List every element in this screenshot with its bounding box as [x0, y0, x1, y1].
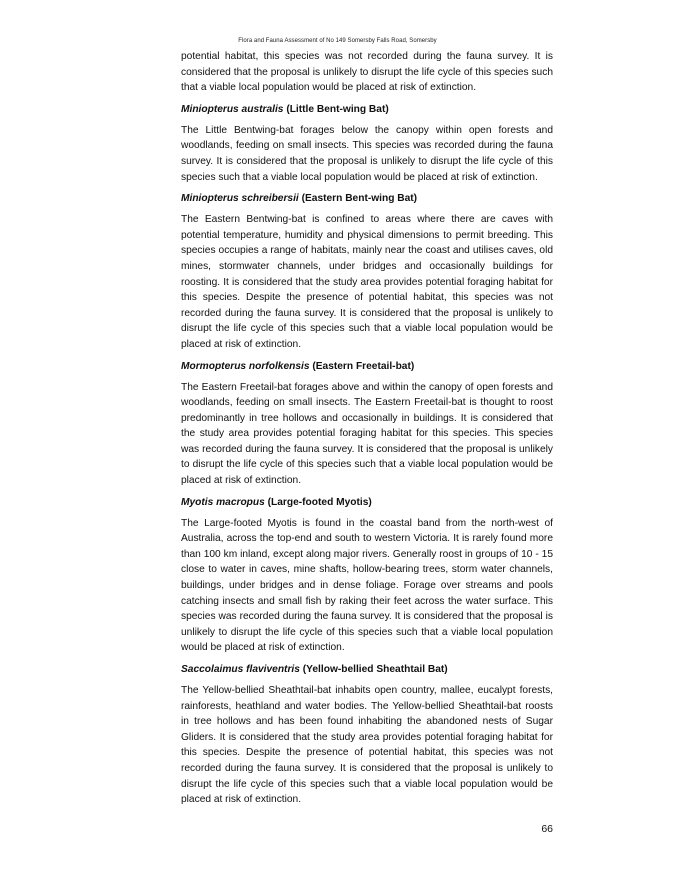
- common-name: (Little Bent-wing Bat): [286, 103, 389, 115]
- species-section: [181, 191, 553, 352]
- species-heading: [181, 495, 553, 510]
- species-description: The Yellow-bellied Sheathtail-bat inhabits open country, mallee, eucalypt forests, rainforests, heathland and water bodies. The Yellow-bellied Sheathtail-bat roosts in tree hollows and has been found inhabiting the abandoned nests of Sugar Gliders. It is considered that the study area provides potential foraging habitat for this species. Despite the presence of potential habitat, this species was not recorded during the fauna survey. It is considered that the proposal is unlikely to disrupt the life cycle of this species such that a viable local population would be placed at risk of extinction.: [181, 685, 553, 806]
- common-name: (Large-footed Myotis): [267, 496, 372, 508]
- species-section: [181, 662, 553, 808]
- body-content: [181, 49, 553, 808]
- species-section: [181, 359, 553, 489]
- common-name: (Yellow-bellied Sheathtail Bat): [302, 664, 448, 675]
- running-header: Flora and Fauna Assessment of No 149 Somersby Falls Road, Somersby: [238, 38, 437, 44]
- species-heading: [181, 662, 553, 677]
- species-description: The Large-footed Myotis is found in the coastal band from the north-west of Australia, across the top-end and south to western Victoria. It is rarely found more than 100 km inland, except along major rivers. Generally roost in groups of 10 - 15 close to water in caves, mine shafts, hollow-bearing trees, storm water channels, buildings, under bridges and in dense foliage. Forage over streams and pools catching insects and small fish by raking their feet across the water surface. This species was recorded during the fauna survey. It is considered that the proposal is unlikely to disrupt the life cycle of this species such that a viable local population would be placed at risk of extinction.: [181, 517, 553, 654]
- species-section: [181, 495, 553, 656]
- page-number: 66: [541, 823, 553, 835]
- scientific-name: Myotis macropus: [181, 496, 265, 508]
- common-name: (Eastern Bent-wing Bat): [301, 193, 418, 205]
- species-description: The Eastern Bentwing-bat is confined to areas where there are caves with potential temperature, humidity and physical dimensions to permit breeding. This species occupies a range of habitats, mainly near the coast and utilises caves, old mines, stormwater channels, under bridges and occasionally buildings for roosting. It is considered that the study area provides potential foraging habitat for this species. Despite the presence of potential habitat, this species was not recorded during the fauna survey. It is considered that the proposal is unlikely to disrupt the life cycle of this species such that a viable local population would be placed at risk of extinction.: [181, 214, 553, 350]
- scientific-name: Saccolaimus flaviventris: [181, 664, 300, 675]
- intro-paragraph: potential habitat, this species was not recorded during the fauna survey. It is considered that the proposal is unlikely to disrupt the life cycle of this species such that a viable local population would be placed at risk of extinction.: [181, 51, 553, 94]
- scientific-name: Miniopterus australis: [181, 103, 284, 115]
- scientific-name: Miniopterus schreibersii: [181, 193, 299, 205]
- species-heading: [181, 191, 553, 206]
- species-section: [181, 102, 553, 185]
- scientific-name: Mormopterus norfolkensis: [181, 360, 310, 372]
- species-heading: [181, 102, 553, 117]
- species-heading: [181, 359, 553, 374]
- species-description: The Little Bentwing-bat forages below the canopy within open forests and woodlands, feeding on small insects. This species was recorded during the fauna survey. It is considered that the proposal is unlikely to disrupt the life cycle of this species such that a viable local population would be placed at risk of extinction.: [181, 124, 553, 183]
- common-name: (Eastern Freetail-bat): [312, 360, 415, 372]
- species-description: The Eastern Freetail-bat forages above and within the canopy of open forests and woodlands, feeding on small insects. The Eastern Freetail-bat is thought to roost predominantly in tree hollows and occasionally in buildings. It is considered that the study area provides potential foraging habitat for this species. This species was recorded during the fauna survey. It is considered that the proposal is unlikely to disrupt the life cycle of this species such that a viable local population would be placed at risk of extinction.: [181, 381, 553, 487]
